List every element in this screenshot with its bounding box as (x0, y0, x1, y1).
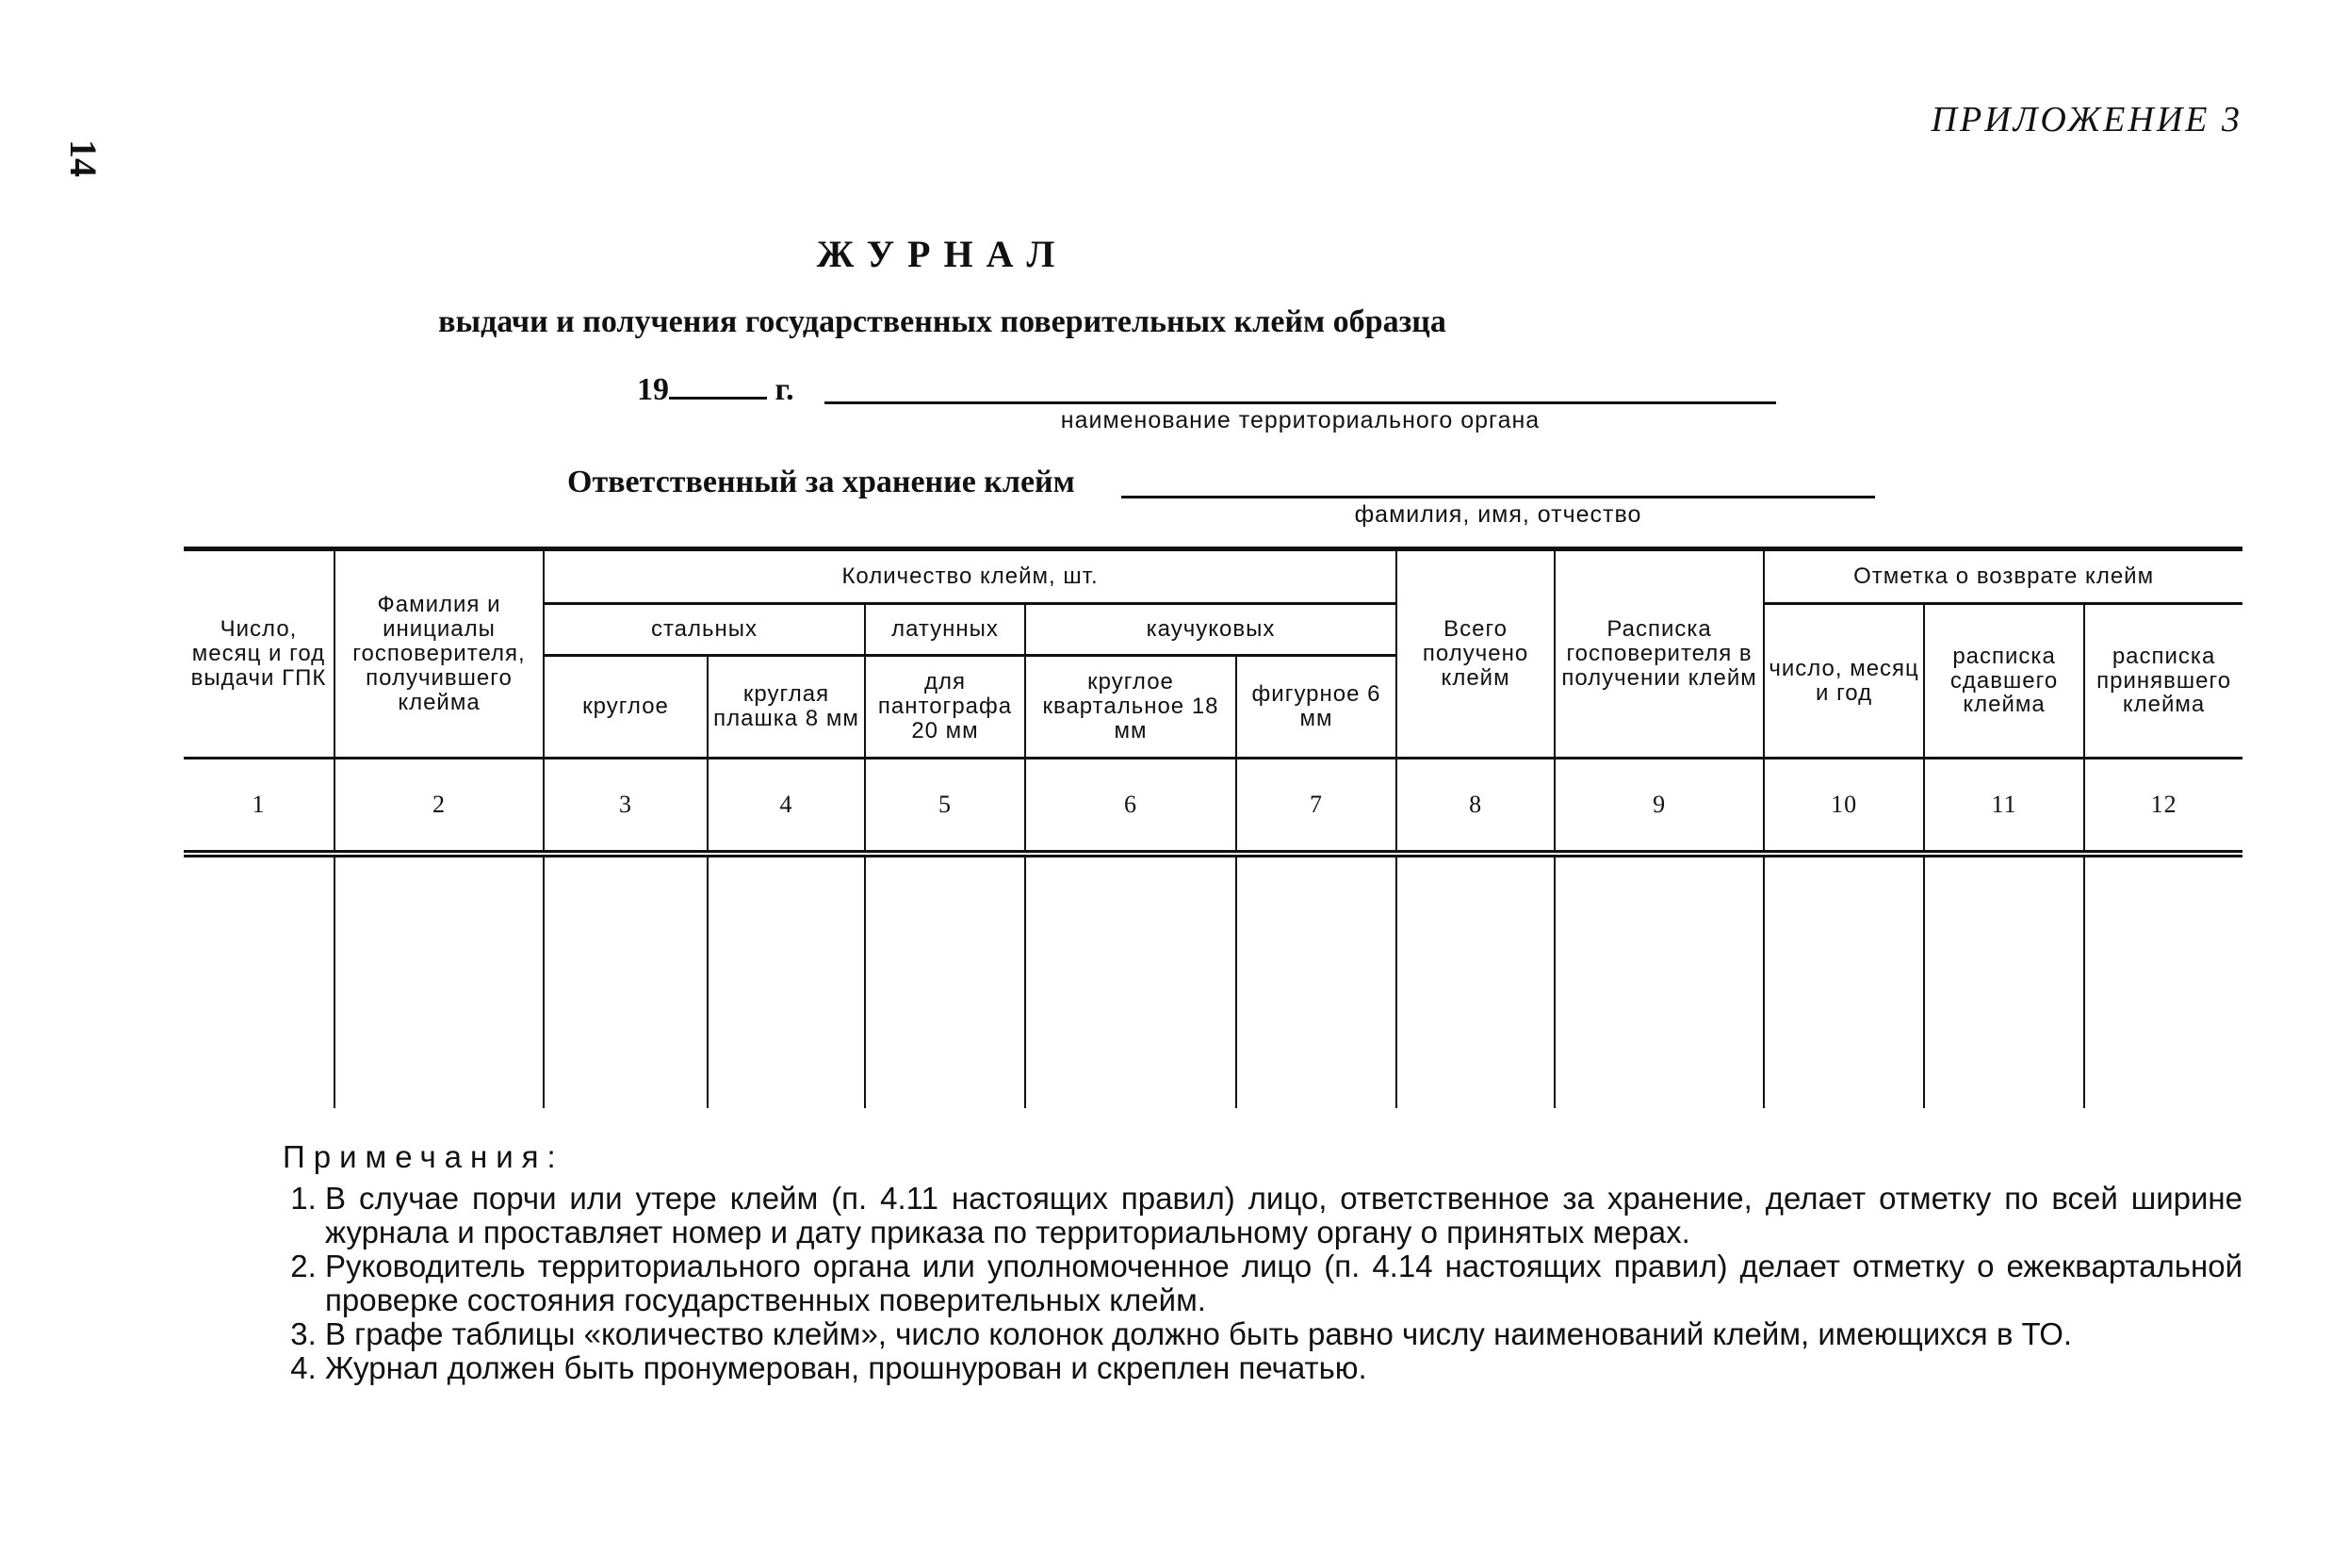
header-col3: круглое (544, 656, 708, 759)
column-number: 5 (865, 759, 1025, 855)
note-item: 2. Руководитель территориального органа или уполномоченное лицо (п. 4.14 настоящих правил) делает отметку о ежеквартальной проверке состояния государственных поверительных клейм. (325, 1250, 2242, 1317)
column-number: 10 (1764, 759, 1924, 855)
empty-cell (2084, 854, 2242, 1108)
year-blank (669, 370, 767, 400)
journal-table (184, 547, 2242, 1108)
header-col5: для пантографа 20 мм (865, 656, 1025, 759)
header-group-brass: латунных (865, 604, 1025, 656)
header-group-quantity: Количество клейм, шт. (544, 549, 1396, 604)
header-col7: фигурное 6 мм (1236, 656, 1396, 759)
year-suffix: г. (775, 372, 794, 407)
header-col2: Фамилия и инициалы госповерителя, получившего клейма (334, 549, 544, 759)
column-number: 1 (184, 759, 334, 855)
header-col9: Расписка госповерителя в получении клейм (1555, 549, 1764, 759)
header-group-steel: стальных (544, 604, 865, 656)
empty-cell (1924, 854, 2084, 1108)
responsible-line (1121, 496, 1875, 498)
column-number: 3 (544, 759, 708, 855)
note-item: 1. В случае порчи или утере клейм (п. 4.11 настоящих правил) лицо, ответственное за хранение, делает отметку по всей ширине журнала и проставляет номер и дату приказа по территориальному органу о принятых мерах. (325, 1182, 2242, 1250)
org-name-line (824, 401, 1776, 404)
empty-cell (708, 854, 865, 1108)
header-col4: круглая плашка 8 мм (708, 656, 865, 759)
empty-cell (1025, 854, 1236, 1108)
empty-cell (865, 854, 1025, 1108)
empty-cell (1555, 854, 1764, 1108)
responsible-label: Ответственный за хранение клейм (567, 465, 1075, 499)
column-numbers-row (184, 759, 2242, 855)
column-number: 2 (334, 759, 544, 855)
document-subtitle: выдачи и получения государственных поверительных клейм образца (438, 304, 1446, 339)
document-title: ЖУРНАЛ (816, 233, 1068, 275)
empty-cell (334, 854, 544, 1108)
empty-cell (184, 854, 334, 1108)
responsible-caption: фамилия, имя, отчество (1354, 501, 1642, 528)
empty-cell (1764, 854, 1924, 1108)
notes-title: Примечания: (283, 1139, 564, 1174)
column-number: 6 (1025, 759, 1236, 855)
column-number: 12 (2084, 759, 2242, 855)
year-line (637, 370, 794, 408)
empty-entry-row (184, 854, 2242, 1108)
year-prefix: 19 (637, 372, 669, 407)
empty-cell (544, 854, 708, 1108)
org-name-caption: наименование территориального органа (1060, 407, 1541, 433)
column-number: 8 (1396, 759, 1555, 855)
empty-cell (1396, 854, 1555, 1108)
note-item: 3. В графе таблицы «количество клейм», число колонок должно быть равно числу наименований клейм, имеющихся в ТО. (325, 1317, 2242, 1351)
header-col1: Число, месяц и год выдачи ГПК (184, 549, 334, 759)
header-col8: Всего получено клейм (1396, 549, 1555, 759)
column-number: 9 (1555, 759, 1764, 855)
appendix-label: ПРИЛОЖЕНИЕ 3 (1931, 100, 2242, 139)
notes-section (283, 1140, 2242, 1385)
header-group-rubber: каучуковых (1025, 604, 1396, 656)
header-col11: расписка сдавшего клейма (1924, 604, 2084, 759)
header-group-return: Отметка о возврате клейм (1764, 549, 2242, 604)
column-number: 7 (1236, 759, 1396, 855)
header-col12: расписка принявшего клейма (2084, 604, 2242, 759)
note-item: 4. Журнал должен быть пронумерован, прошнурован и скреплен печатью. (325, 1351, 2242, 1385)
header-col10: число, месяц и год (1764, 604, 1924, 759)
column-number: 11 (1924, 759, 2084, 855)
column-number: 4 (708, 759, 865, 855)
empty-cell (1236, 854, 1396, 1108)
page-number: 14 (62, 139, 105, 177)
header-col6: круглое квартальное 18 мм (1025, 656, 1236, 759)
notes-list (283, 1182, 2242, 1385)
